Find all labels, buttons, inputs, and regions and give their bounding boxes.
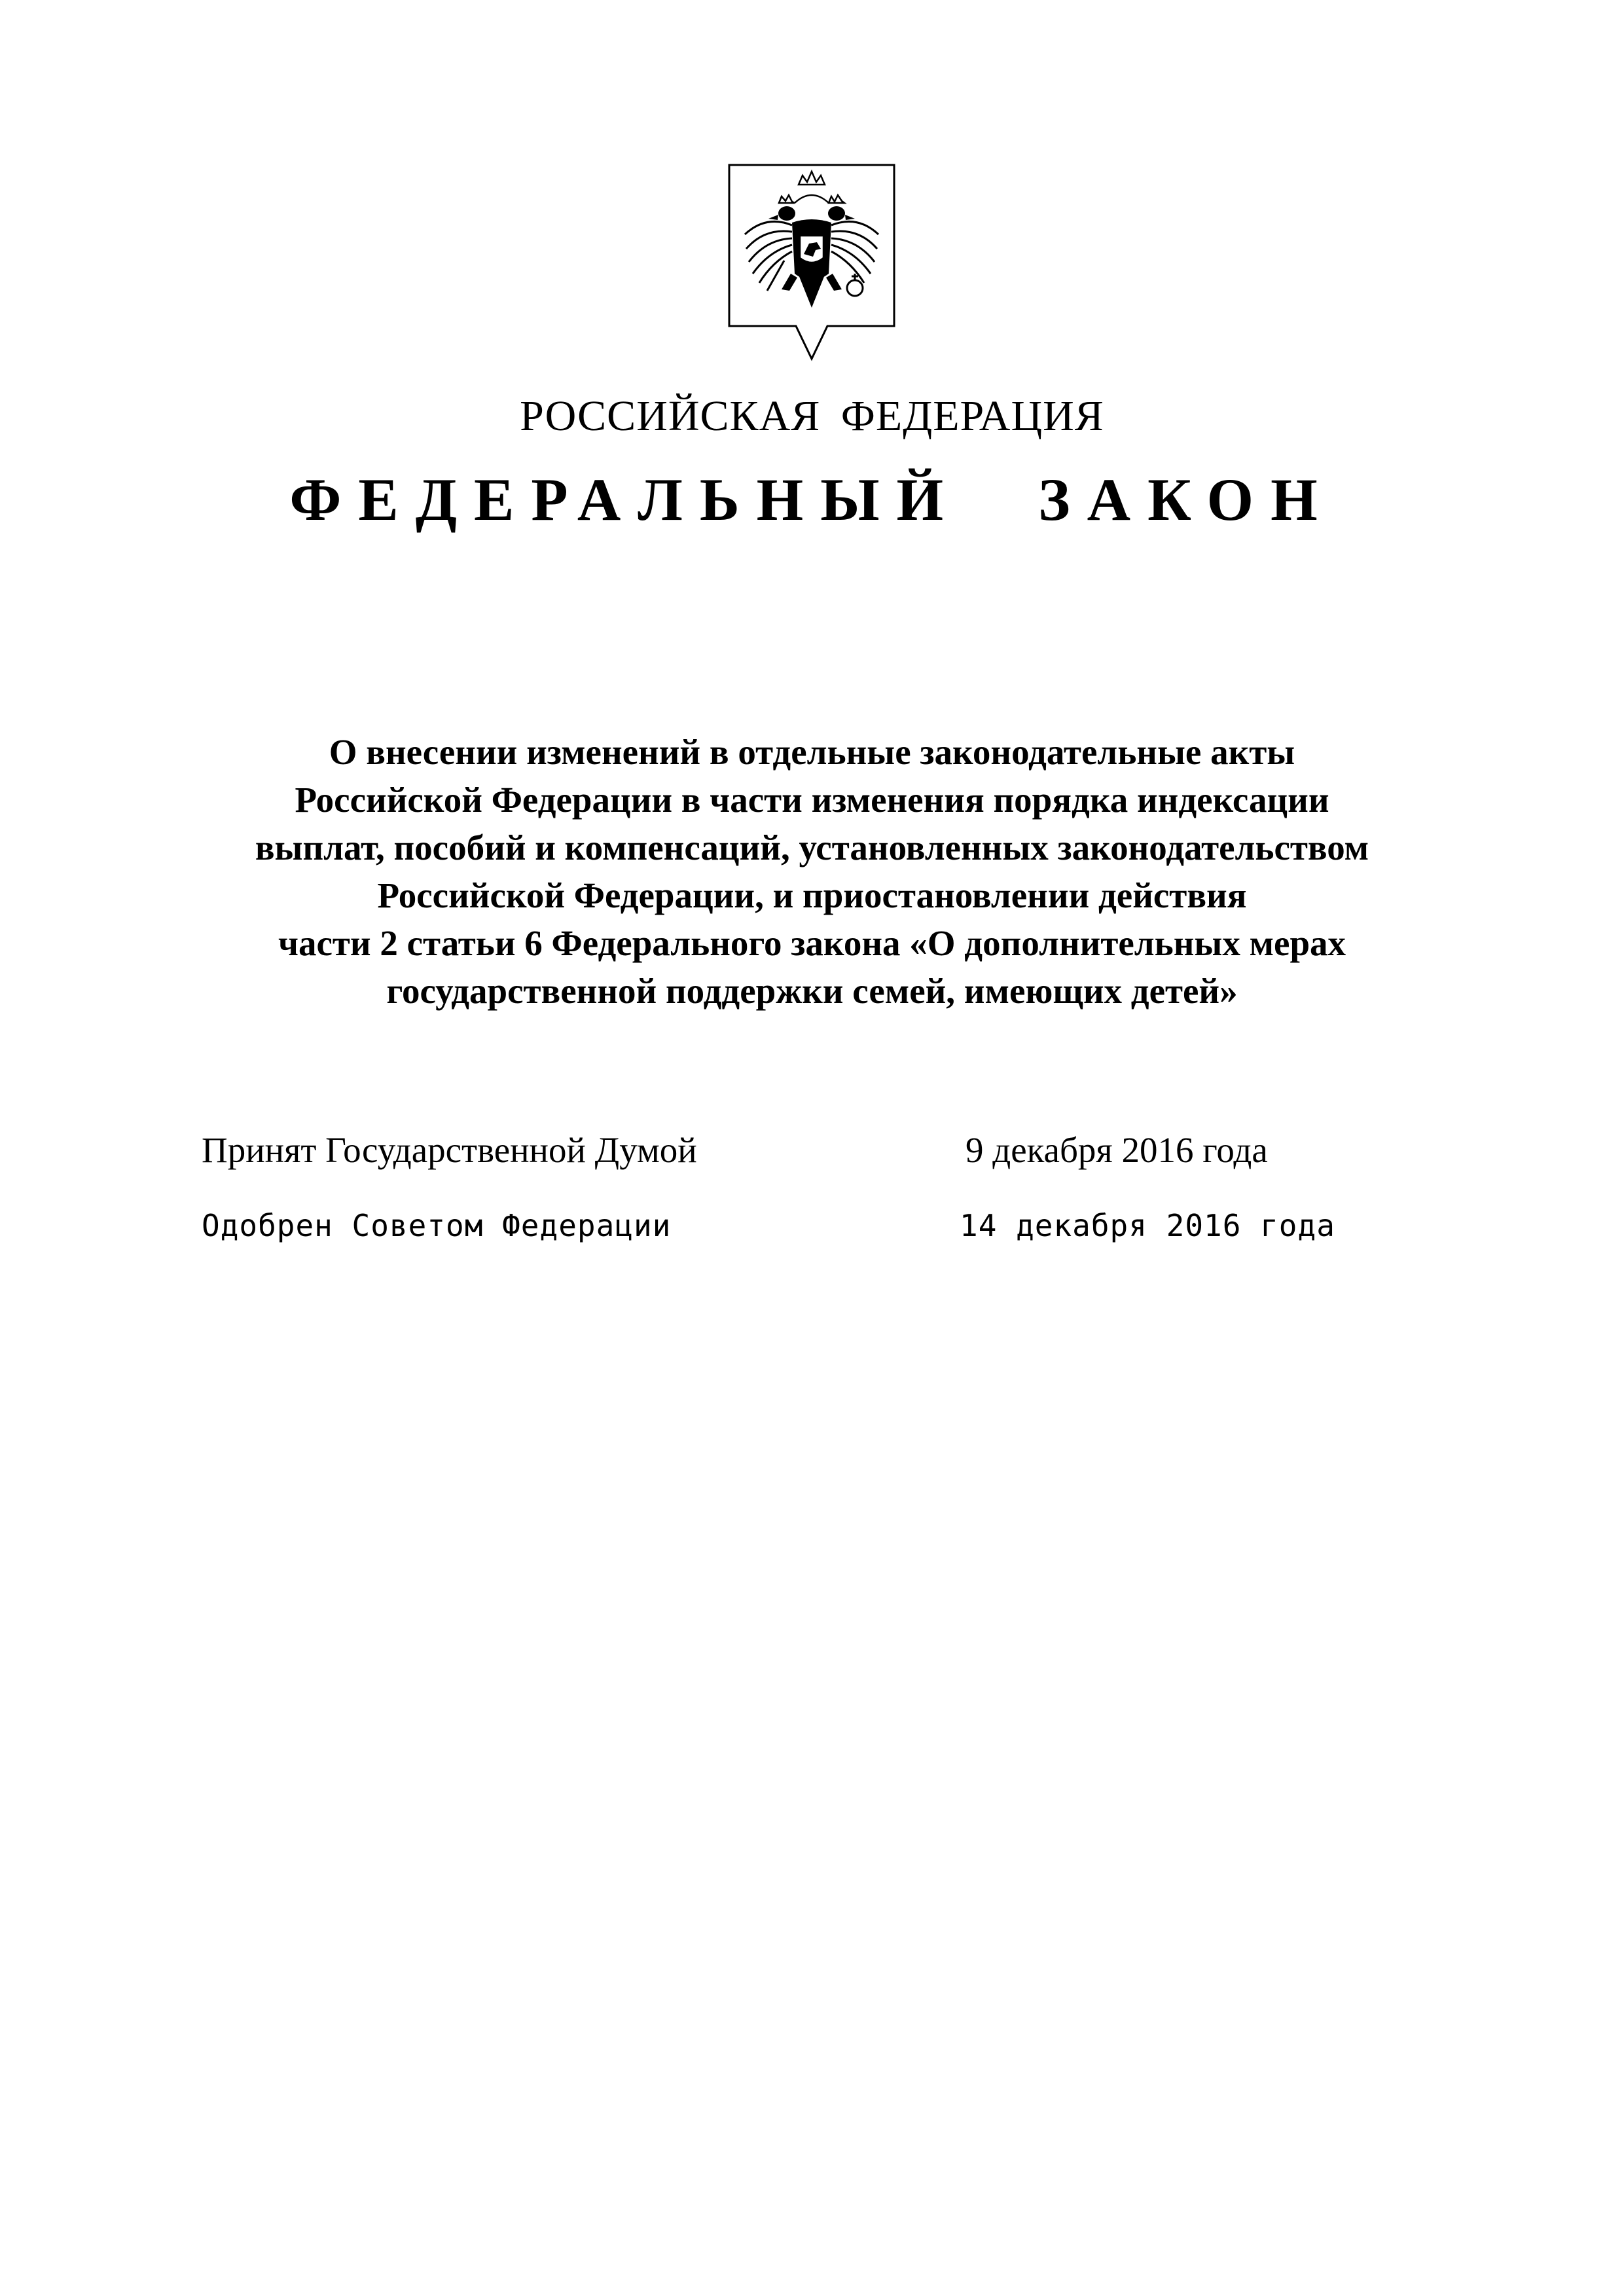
council-approval-date: 14 декабря 2016 года xyxy=(960,1208,1335,1243)
law-title-line: Российской Федерации, и приостановлении действия xyxy=(377,875,1247,915)
document-type-heading: ФЕДЕРАЛЬНЫЙ ЗАКОН xyxy=(289,466,1335,533)
country-heading: РОССИЙСКАЯ ФЕДЕРАЦИЯ xyxy=(520,392,1104,440)
law-title-line: Российской Федерации в части изменения порядка индексации xyxy=(295,780,1329,820)
law-title-line: государственной поддержки семей, имеющих детей» xyxy=(386,971,1238,1011)
adoption-row-council xyxy=(0,1208,1624,1260)
duma-adoption-label: Принят Государственной Думой xyxy=(202,1130,697,1170)
adoption-row-duma xyxy=(0,1129,1624,1182)
double-headed-eagle-icon xyxy=(727,162,897,365)
coat-of-arms-emblem xyxy=(727,162,897,365)
council-approval-label: Одобрен Советом Федерации xyxy=(202,1208,672,1243)
law-title-line: О внесении изменений в отдельные законодательные акты xyxy=(329,732,1295,772)
law-title-line: части 2 статьи 6 Федерального закона «О дополнительных мерах xyxy=(278,923,1346,963)
law-title-line: выплат, пособий и компенсаций, установленных законодательством xyxy=(255,828,1369,867)
duma-adoption-date: 9 декабря 2016 года xyxy=(965,1130,1268,1170)
law-title xyxy=(0,728,1624,1015)
